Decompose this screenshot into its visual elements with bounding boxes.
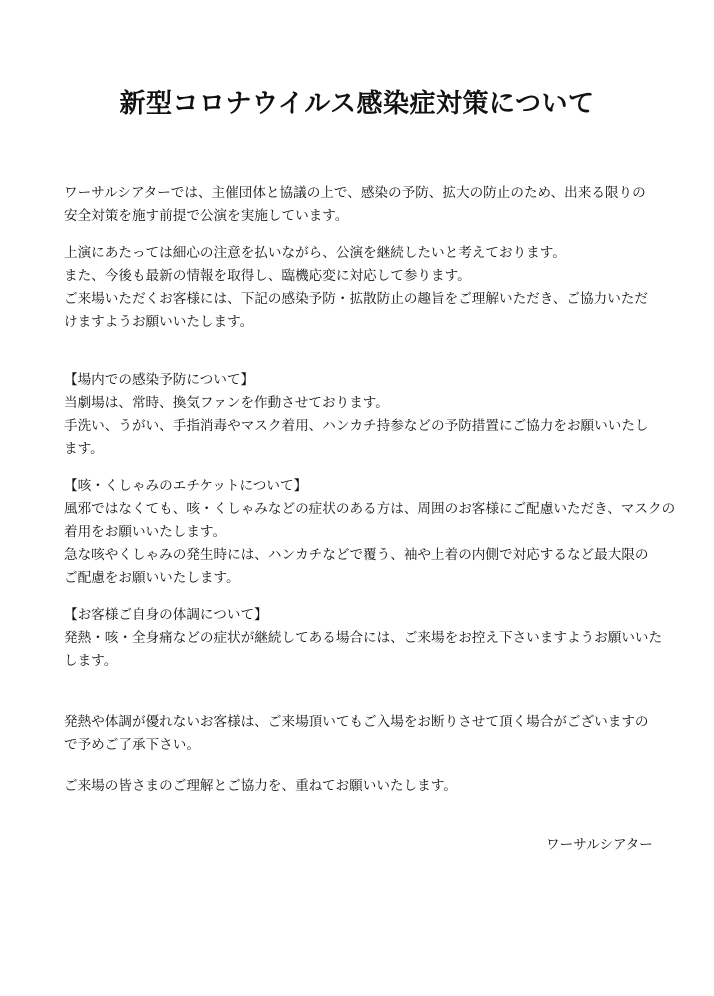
closing-p2-line: ご来場の皆さまのご理解とご協力を、重ねてお願いいたします。 (64, 778, 457, 794)
section-venue-line-1: 当劇場は、常時、換気ファンを作動させております。 (64, 395, 389, 411)
section-heading-health: 【お客様ご自身の体調について】 (64, 607, 268, 623)
section-etiquette-line-3: 急な咳やくしゃみの発生時には、ハンカチなどで覆う、袖や上着の内側で対応するなど最大限の (64, 547, 649, 563)
section-heading-etiquette: 【咳・くしゃみのエチケットについて】 (64, 478, 308, 494)
intro-p2-line-1: 上演にあたっては細心の注意を払いながら、公演を継続したいと考えております。 (64, 245, 566, 261)
section-heading-venue: 【場内での感染予防について】 (64, 372, 255, 388)
intro-p2-line-3: ご来場いただくお客様には、下記の感染予防・拡散防止の趣旨をご理解いただき、ご協力いただ (64, 291, 648, 307)
intro-p2-line-4: けますようお願いいたします。 (64, 314, 254, 330)
section-etiquette-line-2: 着用をお願いいたします。 (64, 524, 227, 540)
section-venue-line-3: ます。 (64, 441, 104, 457)
notice-title: 新型コロナウイルス感染症対策について (119, 89, 595, 119)
closing-p1-line-1: 発熱や体調が優れないお客様は、ご来場頂いてもご入場をお断りさせて頂く場合がございますの (64, 714, 649, 730)
section-etiquette-line-1: 風邪ではなくても、咳・くしゃみなどの症状のある方は、周囲のお客様にご配慮いただき、マスクの (64, 501, 676, 517)
signature: ワーサルシアター (546, 837, 653, 853)
intro-p1-line-1: ワーサルシアターでは、主催団体と協議の上で、感染の予防、拡大の防止のため、出来る限りの (64, 185, 646, 201)
section-venue-line-2: 手洗い、うがい、手指消毒やマスク着用、ハンカチ持参などの予防措置にご協力をお願いいたし (64, 418, 649, 434)
section-health-line-1: 発熱・咳・全身痛などの症状が継続してある場合には、ご来場をお控え下さいますようお願いいた (64, 630, 663, 646)
section-etiquette-line-4: ご配慮をお願いいたします。 (64, 570, 240, 586)
intro-p2-line-2: また、今後も最新の情報を取得し、臨機応変に対応して参ります。 (64, 268, 471, 284)
section-health-line-2: します。 (64, 653, 118, 669)
intro-p1-line-2: 安全対策を施す前提で公演を実施しています。 (64, 208, 349, 224)
closing-p1-line-2: で予めご了承下さい。 (64, 737, 200, 753)
